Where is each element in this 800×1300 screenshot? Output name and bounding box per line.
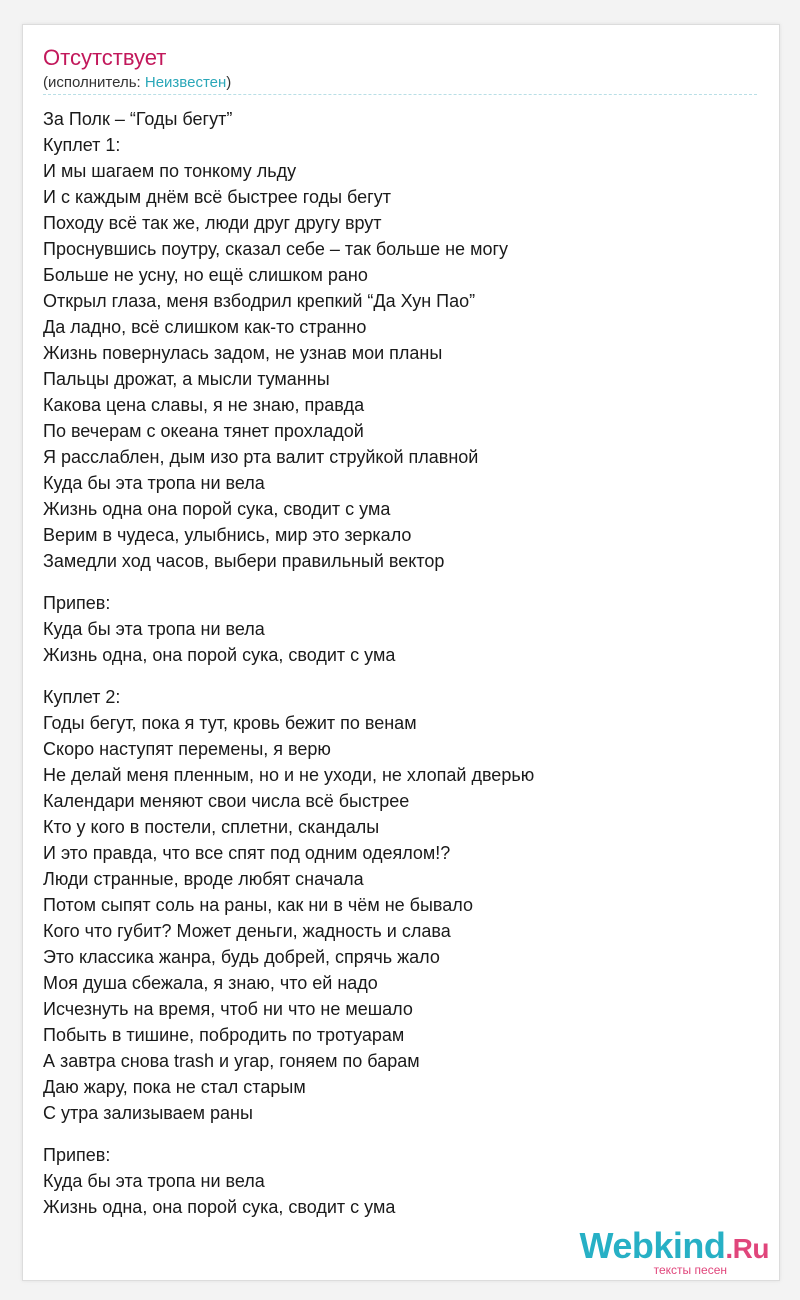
- lyric-line: Открыл глаза, меня взбодрил крепкий “Да Хун Пао”: [43, 291, 476, 311]
- logo-tagline: тексты песен: [653, 1263, 727, 1277]
- lyric-line: Жизнь повернулась задом, не узнав мои планы: [43, 343, 443, 363]
- lyric-line: Куда бы эта тропа ни вела: [43, 619, 265, 639]
- lyric-line: Пальцы дрожат, а мысли туманны: [43, 369, 330, 389]
- lyric-line: Куплет 1:: [43, 135, 121, 155]
- lyric-line: Кого что губит? Может деньги, жадность и слава: [43, 921, 451, 941]
- lyric-line: Потом сыпят соль на раны, как ни в чём не бывало: [43, 895, 473, 915]
- lyric-line: Жизнь одна она порой сука, сводит с ума: [43, 499, 391, 519]
- dashed-divider: [43, 94, 757, 95]
- lyric-line: Припев:: [43, 593, 111, 613]
- lyric-line: И с каждым днём всё быстрее годы бегут: [43, 187, 391, 207]
- logo-name: Webkind: [579, 1225, 726, 1266]
- lyric-line: Скоро наступят перемены, я верю: [43, 739, 331, 759]
- lyric-line: Какова цена славы, я не знаю, правда: [43, 395, 365, 415]
- lyric-line: Исчезнуть на время, чтоб ни что не мешало: [43, 999, 413, 1019]
- lyrics-card: [22, 24, 780, 1281]
- lyric-line: Годы бегут, пока я тут, кровь бежит по венам: [43, 713, 417, 733]
- lyric-line: Да ладно, всё слишком как-то странно: [43, 317, 367, 337]
- lyric-line: И это правда, что все спят под одним одеялом!?: [43, 843, 451, 863]
- lyric-line: Куда бы эта тропа ни вела: [43, 473, 265, 493]
- lyric-line: Верим в чудеса, улыбнись, мир это зеркало: [43, 525, 412, 545]
- lyrics-text: [43, 106, 763, 1220]
- lyric-line: Это классика жанра, будь добрей, спрячь жало: [43, 947, 440, 967]
- lyric-blank-line: [43, 1126, 763, 1142]
- lyric-line: Кто у кого в постели, сплетни, скандалы: [43, 817, 380, 837]
- artist-line: [43, 74, 231, 92]
- lyric-line: Календари меняют свои числа всё быстрее: [43, 791, 410, 811]
- logo-wordmark: [580, 1227, 769, 1268]
- lyric-line: Жизнь одна, она порой сука, сводит с ума: [43, 1197, 396, 1217]
- lyric-line: Больше не усну, но ещё слишком рано: [43, 265, 368, 285]
- lyric-line: Куплет 2:: [43, 687, 121, 707]
- lyric-line: Моя душа сбежала, я знаю, что ей надо: [43, 973, 378, 993]
- lyric-line: И мы шагаем по тонкому льду: [43, 161, 297, 181]
- logo-tld: .Ru: [725, 1233, 769, 1264]
- lyric-line: По вечерам с океана тянет прохладой: [43, 421, 364, 441]
- lyric-blank-line: [43, 574, 763, 590]
- lyric-line: Припев:: [43, 1145, 111, 1165]
- lyric-line: Люди странные, вроде любят сначала: [43, 869, 364, 889]
- lyric-line: Жизнь одна, она порой сука, сводит с ума: [43, 645, 396, 665]
- lyric-line: Не делай меня пленным, но и не уходи, не хлопай дверью: [43, 765, 535, 785]
- lyric-blank-line: [43, 668, 763, 684]
- webkind-logo[interactable]: [580, 1227, 769, 1276]
- lyric-line: За Полк – “Годы бегут”: [43, 109, 233, 129]
- song-title: Отсутствует: [43, 45, 167, 70]
- lyric-line: Замедли ход часов, выбери правильный вектор: [43, 551, 445, 571]
- lyric-line: Куда бы эта тропа ни вела: [43, 1171, 265, 1191]
- lyric-line: Проснувшись поутру, сказал себе – так больше не могу: [43, 239, 509, 259]
- lyric-line: А завтра снова trash и угар, гоняем по барам: [43, 1051, 420, 1071]
- lyric-line: Походу всё так же, люди друг другу врут: [43, 213, 382, 233]
- artist-suffix: ): [226, 74, 232, 91]
- artist-prefix: (исполнитель:: [43, 74, 145, 91]
- lyric-line: Я расслаблен, дым изо рта валит струйкой плавной: [43, 447, 479, 467]
- lyric-line: С утра зализываем раны: [43, 1103, 253, 1123]
- lyric-line: Побыть в тишине, побродить по тротуарам: [43, 1025, 405, 1045]
- lyric-line: Даю жару, пока не стал старым: [43, 1077, 306, 1097]
- artist-link[interactable]: Неизвестен: [144, 74, 227, 91]
